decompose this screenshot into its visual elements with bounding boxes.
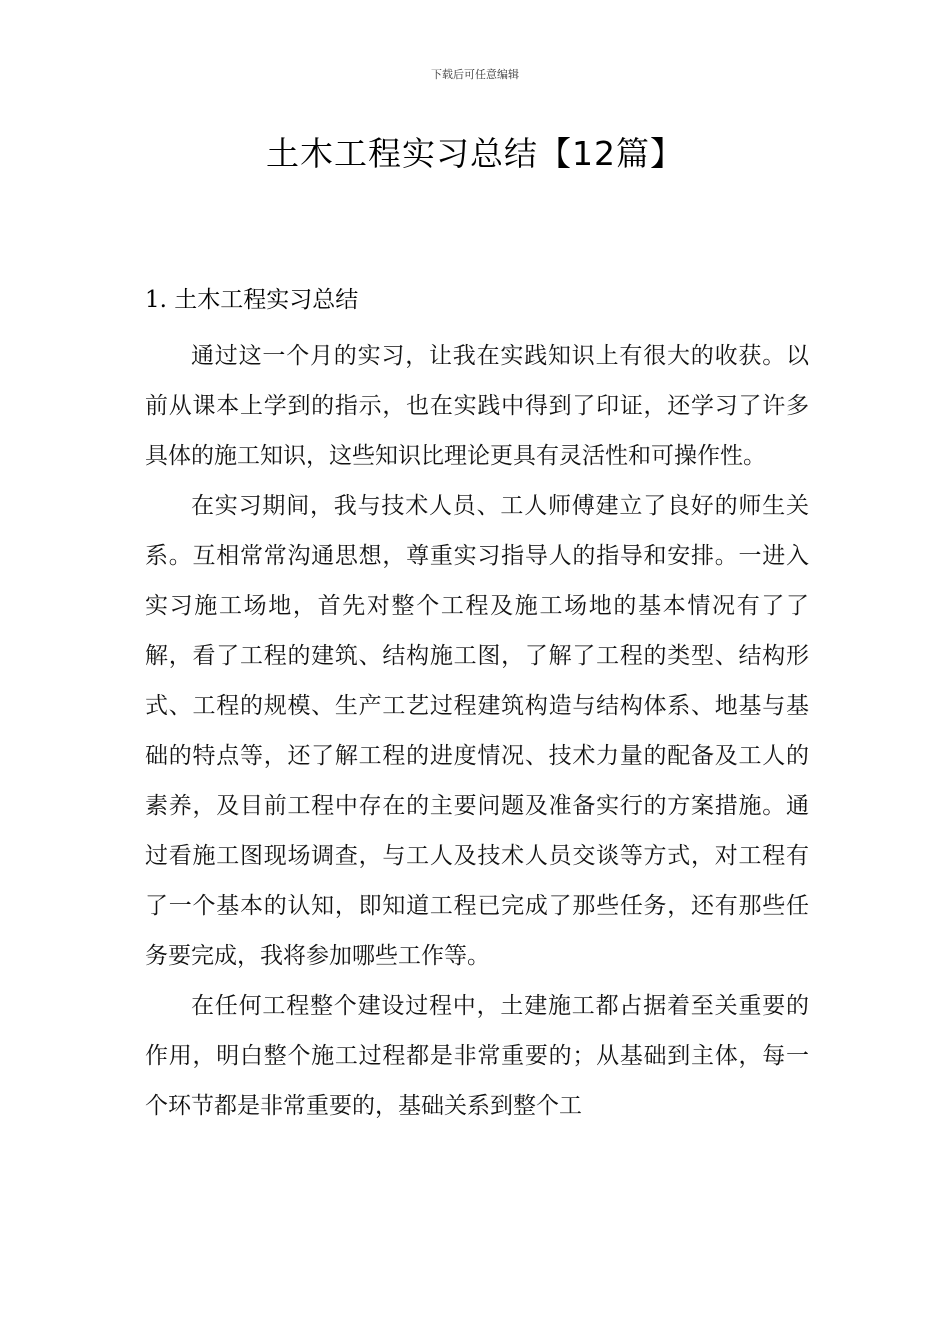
- section-body: [145, 331, 809, 1131]
- paragraph-3: 在任何工程整个建设过程中，土建施工都占据着至关重要的作用，明白整个施工过程都是非常重要的；从基础到主体，每一个环节都是非常重要的，基础关系到整个工: [145, 993, 809, 1119]
- header-note: 下载后可任意编辑: [431, 68, 519, 81]
- section-heading: 1. 土木工程实习总结: [145, 287, 359, 313]
- paragraph-1: 通过这一个月的实习，让我在实践知识上有很大的收获。以前从课本上学到的指示，也在实践中得到了印证，还学习了许多具体的施工知识，这些知识比理论更具有灵活性和可操作性。: [145, 343, 809, 469]
- document-title: 土木工程实习总结【12篇】: [266, 134, 684, 173]
- paragraph-2: 在实习期间，我与技术人员、工人师傅建立了良好的师生关系。互相常常沟通思想，尊重实习指导人的指导和安排。一进入实习施工场地，首先对整个工程及施工场地的基本情况有了了解，看了工程的建筑、结构施工图，了解了工程的类型、结构形式、工程的规模、生产工艺过程建筑构造与结构体系、地基与基础的特点等，还了解工程的进度情况、技术力量的配备及工人的素养，及目前工程中存在的主要问题及准备实行的方案措施。通过看施工图现场调查，与工人及技术人员交谈等方式，对工程有了一个基本的认知，即知道工程已完成了那些任务，还有那些任务要完成，我将参加哪些工作等。: [145, 493, 809, 969]
